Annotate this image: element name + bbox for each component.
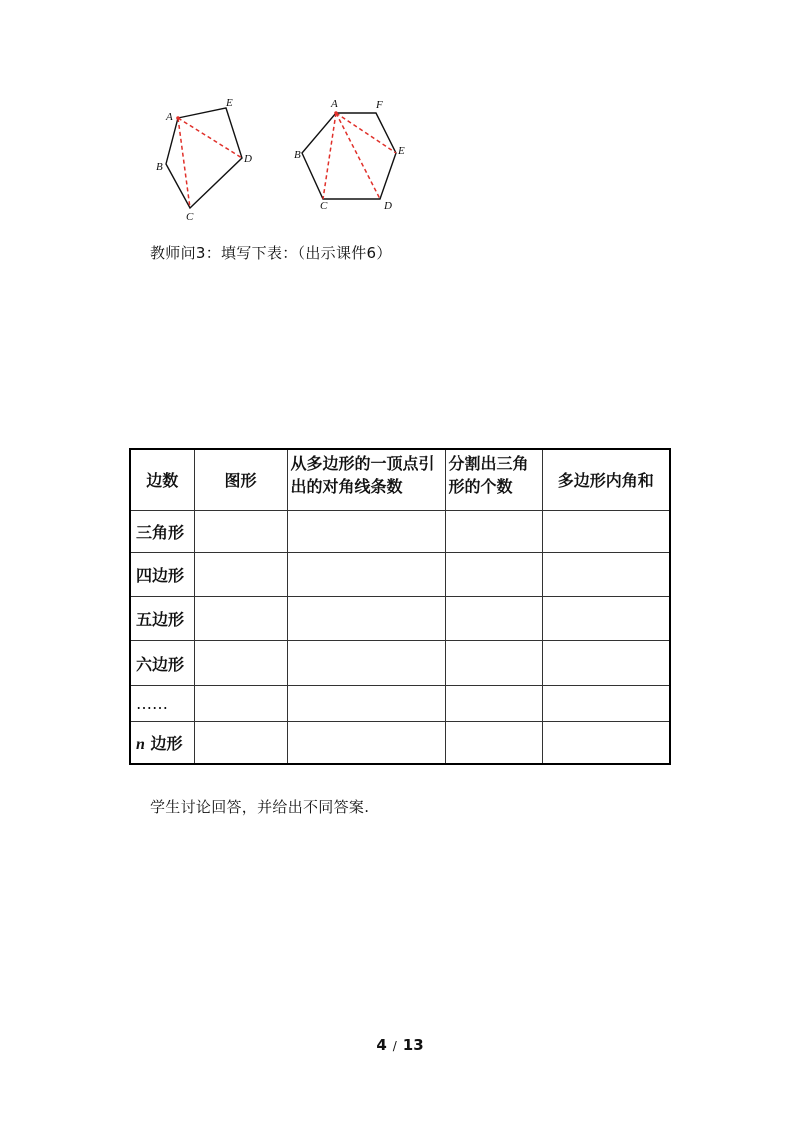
table-row bbox=[130, 722, 670, 764]
label-D: D bbox=[244, 153, 252, 165]
student-answer: 学生讨论回答，并给出不同答案. bbox=[150, 798, 370, 816]
page-number bbox=[0, 1036, 800, 1054]
row-label: 四边形 bbox=[130, 553, 194, 597]
figure-cell[interactable] bbox=[194, 597, 287, 641]
diagonals-cell[interactable] bbox=[287, 722, 445, 764]
hexagon-outline bbox=[302, 113, 396, 199]
diagonal-AD bbox=[178, 118, 242, 158]
triangles-cell[interactable] bbox=[445, 511, 542, 553]
table-row bbox=[130, 597, 670, 641]
label-B: B bbox=[294, 149, 301, 161]
diagonals-cell[interactable] bbox=[287, 597, 445, 641]
angle-sum-cell[interactable] bbox=[542, 722, 670, 764]
angle-sum-cell[interactable] bbox=[542, 553, 670, 597]
diagonals-cell[interactable] bbox=[287, 641, 445, 686]
figure-cell[interactable] bbox=[194, 686, 287, 722]
triangles-cell[interactable] bbox=[445, 597, 542, 641]
diagonals-cell[interactable] bbox=[287, 553, 445, 597]
table-row bbox=[130, 641, 670, 686]
label-A: A bbox=[166, 111, 173, 123]
header-triangles: 分割出三角形的个数 bbox=[445, 449, 542, 511]
page-current: 4 bbox=[376, 1036, 387, 1054]
label-E: E bbox=[226, 97, 233, 109]
header-figure: 图形 bbox=[194, 449, 287, 511]
label-D: D bbox=[384, 200, 392, 212]
label-F: F bbox=[376, 99, 383, 111]
row-label: 六边形 bbox=[130, 641, 194, 686]
label-C: C bbox=[186, 211, 194, 223]
header-sides: 边数 bbox=[130, 449, 194, 511]
diagonals-cell[interactable] bbox=[287, 511, 445, 553]
triangles-cell[interactable] bbox=[445, 686, 542, 722]
figure-cell[interactable] bbox=[194, 511, 287, 553]
vertex-A bbox=[334, 111, 338, 115]
label-C: C bbox=[320, 200, 328, 212]
angle-sum-cell[interactable] bbox=[542, 597, 670, 641]
page-total: 13 bbox=[402, 1036, 424, 1054]
variable-n: n bbox=[136, 735, 145, 753]
diagonals-cell[interactable] bbox=[287, 686, 445, 722]
hexagon-figure bbox=[292, 96, 422, 214]
figure-cell[interactable] bbox=[194, 722, 287, 764]
teacher-question: 教师问3：填写下表：（出示课件6） bbox=[150, 244, 392, 262]
triangles-cell[interactable] bbox=[445, 641, 542, 686]
label-A: A bbox=[331, 98, 338, 110]
table-row bbox=[130, 553, 670, 597]
page-separator: / bbox=[392, 1039, 397, 1053]
pentagon-outline bbox=[166, 108, 242, 208]
pentagon-figure bbox=[148, 96, 268, 224]
polygon-table bbox=[129, 448, 671, 765]
row-label: 三角形 bbox=[130, 511, 194, 553]
triangles-cell[interactable] bbox=[445, 722, 542, 764]
row-label-ellipsis: …… bbox=[130, 686, 194, 722]
angle-sum-cell[interactable] bbox=[542, 641, 670, 686]
label-E: E bbox=[398, 145, 405, 157]
angle-sum-cell[interactable] bbox=[542, 686, 670, 722]
table-header-row bbox=[130, 449, 670, 511]
angle-sum-cell[interactable] bbox=[542, 511, 670, 553]
figure-cell[interactable] bbox=[194, 641, 287, 686]
label-B: B bbox=[156, 161, 163, 173]
figure-cell[interactable] bbox=[194, 553, 287, 597]
diagonal-AC bbox=[178, 118, 190, 208]
vertex-A bbox=[176, 116, 180, 120]
header-angle-sum: 多边形内角和 bbox=[542, 449, 670, 511]
row-label: 五边形 bbox=[130, 597, 194, 641]
triangles-cell[interactable] bbox=[445, 553, 542, 597]
row-label-n-gon bbox=[130, 722, 194, 764]
table-row bbox=[130, 686, 670, 722]
row-label-suffix: 边形 bbox=[150, 733, 183, 753]
header-diagonals: 从多边形的一顶点引出的对角线条数 bbox=[287, 449, 445, 511]
diagonal-AE bbox=[336, 113, 396, 153]
table-row bbox=[130, 511, 670, 553]
diagonal-AD bbox=[336, 113, 380, 199]
